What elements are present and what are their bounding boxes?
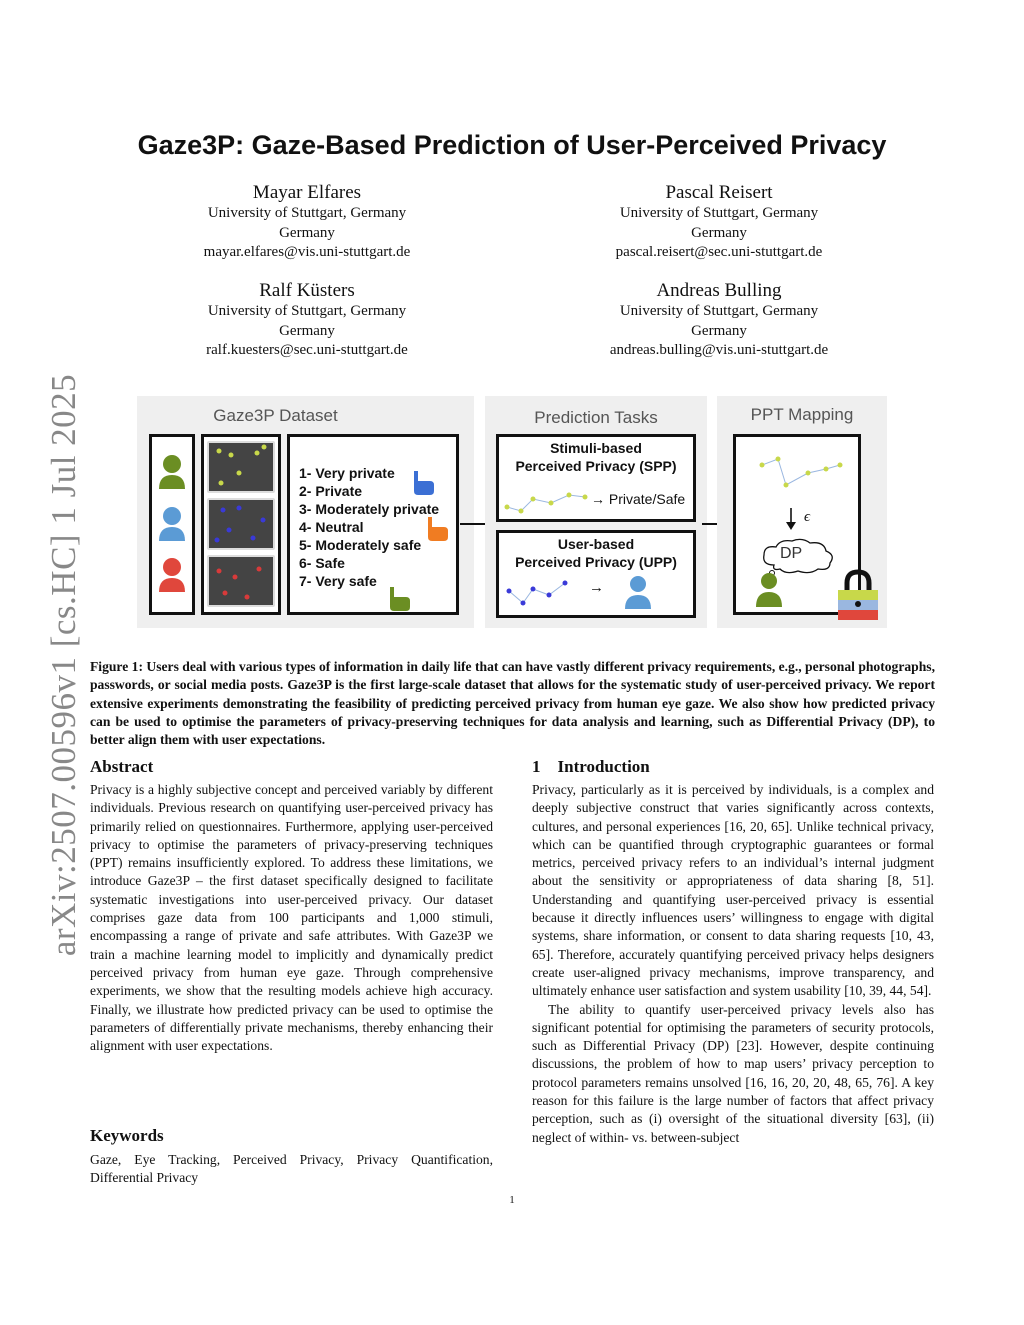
gaze-scanpath-icon <box>503 477 593 517</box>
author-affiliation: University of Stuttgart, Germany <box>207 205 407 221</box>
ppt-mapping-title: PPT Mapping <box>750 405 854 424</box>
epsilon-symbol: ϵ <box>804 509 811 525</box>
author-name: Pascal Reisert <box>665 182 773 203</box>
author-email[interactable]: mayar.elfares@vis.uni-stuttgart.de <box>203 244 411 260</box>
arxiv-identifier: arXiv:2507.00596v1 [cs.HC] 1 Jul 2025 <box>44 373 83 957</box>
ratings-box <box>287 434 459 615</box>
introduction-text <box>532 781 934 1147</box>
author-email[interactable]: ralf.kuesters@sec.uni-stuttgart.de <box>206 342 408 358</box>
dataset-panel-title: Gaze3P Dataset <box>213 406 338 425</box>
stimulus-card-image <box>207 498 275 550</box>
user-icon-blue <box>621 573 655 613</box>
ppt-mapping-panel <box>717 396 887 628</box>
section-number: 1 <box>532 757 541 776</box>
hand-pointer-icon-olive <box>384 583 414 613</box>
author-country: Germany <box>691 224 747 241</box>
author-email[interactable]: andreas.bulling@vis.uni-stuttgart.de <box>609 342 829 358</box>
introduction-paragraph: The ability to quantify user-perceived privacy levels also has significant potential for optimising the parameters of security protocols, such as Differential Privacy (DP) [23]. However, despite continuing discussions, the problem of how to map users’ privacy perception to protocol parameters remains unsolved [16, 16, 20, 20, 48, 65, 76]. A key reason for this failure is the large number of factors that affect privacy perception, such as (i) oversight of the situational diversity [63], (ii) neglect of within- vs. between-subject <box>532 1001 934 1145</box>
upp-label-line2: Perceived Privacy (UPP) <box>515 554 677 570</box>
rating-option: 4- Neutral <box>299 519 364 535</box>
gaze-points <box>209 500 273 548</box>
user-icon-blue <box>159 507 185 541</box>
lock-icon <box>837 568 879 624</box>
paper-title: Gaze3P: Gaze-Based Prediction of User-Perceived Privacy <box>137 130 887 160</box>
author-block <box>137 182 477 263</box>
arrow-down-icon <box>784 507 798 531</box>
author-email[interactable]: pascal.reisert@sec.uni-stuttgart.de <box>615 244 823 260</box>
stimulus-card-image <box>207 441 275 493</box>
rating-option: 1- Very private <box>299 465 395 481</box>
rating-option: 2- Private <box>299 483 363 499</box>
user-icons <box>152 437 192 612</box>
author-block <box>549 182 889 263</box>
gaze-scanpath-icon <box>505 577 575 613</box>
spp-output-label: → Private/Safe <box>591 491 686 507</box>
hand-pointer-icon-orange <box>422 513 452 543</box>
stimulus-card-image <box>207 555 275 607</box>
author-affiliation: University of Stuttgart, Germany <box>207 303 407 319</box>
user-icon-olive <box>159 455 185 489</box>
author-block <box>137 280 477 361</box>
rating-option: 5- Moderately safe <box>299 537 422 553</box>
author-country: Germany <box>279 224 335 241</box>
abstract-paragraph: Privacy is a highly subjective concept and perceived variably by different individuals. Previous research on quantifying user-perceived privacy has primarily relied on questionnaires. Furthermore, applying user-perceived privacy to optimise the parameters of privacy-preserving techniques (PPT) remains insufficiently explored. To address these limitations, we introduce Gaze3P – the first dataset specifically designed to facilitate systematic investigations into user-perceived privacy. Our dataset comprises gaze data from 100 participants and 1,000 stimuli, encompassing a range of private and safe attributes. With Gaze3P we train a machine learning model to implicitly and dynamically predict perceived privacy from human eye gaze. Through comprehensive experiments, we show that the resulting models achieve high accuracy. Finally, we illustrate how predicted privacy can be used to optimise the parameters of differentially private mechanisms, thereby enhancing their alignment with user expectations. <box>90 782 493 1054</box>
abstract-heading: Abstract <box>90 757 154 776</box>
gaze-points <box>209 557 273 605</box>
upp-label-line1: User-based <box>557 536 635 552</box>
gaze-points <box>209 443 273 491</box>
spp-label-line1: Stimuli-based <box>550 440 642 456</box>
author-name: Andreas Bulling <box>656 280 782 301</box>
stimuli-box <box>201 434 281 615</box>
spp-box <box>496 434 696 522</box>
prediction-tasks-title: Prediction Tasks <box>534 408 658 427</box>
dp-label: DP <box>780 545 803 562</box>
abstract-text <box>90 781 493 1055</box>
introduction-paragraph: Privacy, particularly as it is perceived by individuals, is a complex and deeply subjective construct that varies significantly across contexts, cultures, and personal experiences [16, 20, 65]. Unlike technical privacy, which can be quantified through cryptographic guarantees or formal metrics, perceived privacy refers to an individual’s internal judgment about the sensitivity or appropriateness of data sharing [8, 51]. Understanding and quantifying user-perceived privacy is essential because it directly influences users’ willingness to engage with digital systems, share information, or consent to data sharing requests [10, 43, 65]. Therefore, accurately quantifying perceived privacy helps designers create user-aligned privacy mechanisms, improve transparency, and ultimately enhance user satisfaction and system usability [10, 39, 44, 54]. <box>532 782 934 999</box>
author-affiliation: University of Stuttgart, Germany <box>619 205 819 221</box>
keywords-text <box>90 1151 493 1188</box>
section-title: Introduction <box>557 757 650 776</box>
prediction-tasks-panel <box>485 396 707 628</box>
author-block <box>549 280 889 361</box>
keywords-heading: Keywords <box>90 1126 164 1145</box>
user-icon-olive <box>754 571 784 611</box>
author-affiliation: University of Stuttgart, Germany <box>619 303 819 319</box>
rating-option: 3- Moderately private <box>299 501 440 517</box>
rating-option: 6- Safe <box>299 555 345 571</box>
author-country: Germany <box>279 322 335 339</box>
hand-pointer-icon-blue <box>408 467 438 497</box>
figure-caption: Figure 1: Users deal with various types of information in daily life that can have vastly different privacy requirements, e.g., personal photographs, passwords, or social media posts. Gaze3P is the first large-scale dataset that allows for the systematic study of user-perceived privacy. We report extensive experiments demonstrating the feasibility of predicting perceived privacy from human eye gaze. We also show how predicted privacy can be used to optimise the parameters of privacy-preserving techniques for data analysis and learning, such as Differential Privacy (DP), to better align them with user expectations. <box>90 659 935 748</box>
page-number: 1 <box>509 1194 515 1206</box>
upp-arrow: → <box>589 579 604 596</box>
upp-box <box>496 530 696 618</box>
author-country: Germany <box>691 322 747 339</box>
gaze-scanpath-icon <box>758 451 848 491</box>
spp-label-line2: Perceived Privacy (SPP) <box>515 458 677 474</box>
introduction-heading <box>532 757 650 777</box>
rating-option: 7- Very safe <box>299 573 377 589</box>
author-name: Mayar Elfares <box>252 182 362 203</box>
user-icon-red <box>159 558 185 592</box>
keywords-paragraph: Gaze, Eye Tracking, Perceived Privacy, Privacy Quantification, Differential Privacy <box>90 1152 493 1186</box>
participants-box <box>149 434 195 615</box>
dataset-panel <box>137 396 474 628</box>
author-name: Ralf Küsters <box>259 280 355 301</box>
